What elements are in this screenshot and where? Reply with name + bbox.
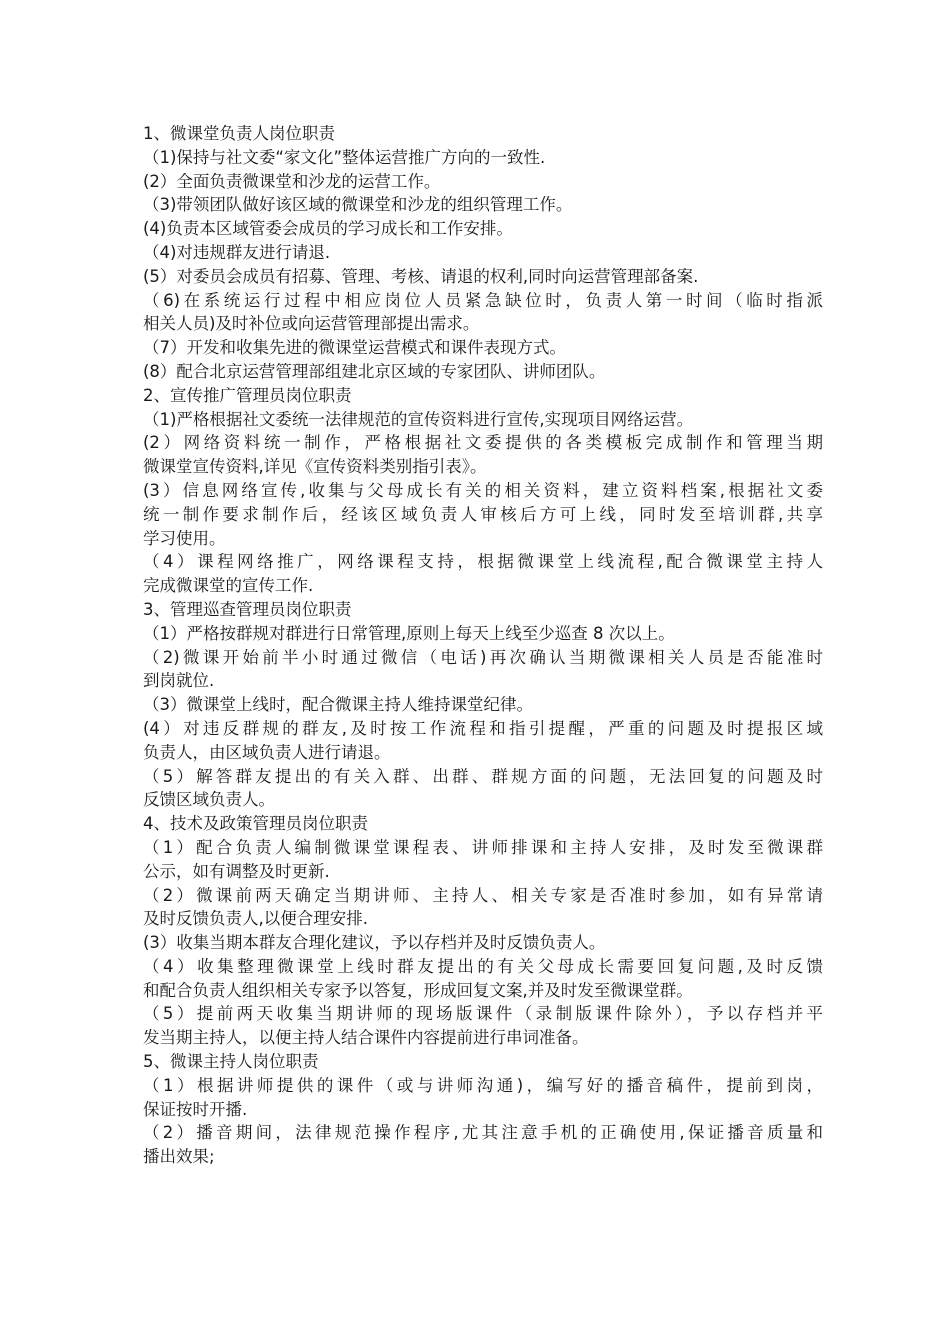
text-line: 及时反馈负责人,以便合理安排. xyxy=(143,909,368,929)
text-line: （1）严格按群规对群进行日常管理,原则上每天上线至少巡查 8 次以上。 xyxy=(143,623,675,643)
text-line: 相关人员)及时补位或向运营管理部提出需求。 xyxy=(143,314,480,334)
text-line: （4)对违规群友进行请退. xyxy=(143,242,331,262)
section-heading-3: 3、管理巡查管理员岗位职责 xyxy=(143,599,352,619)
text-line: 反馈区域负责人。 xyxy=(143,790,275,810)
section-heading-2: 2、宣传推广管理员岗位职责 xyxy=(143,385,352,405)
text-line: （3)带领团队做好该区域的微课堂和沙龙的组织管理工作。 xyxy=(143,195,573,215)
document-body xyxy=(143,122,823,1169)
section-heading-4: 4、技术及政策管理员岗位职责 xyxy=(143,814,368,834)
text-line: （1）配合负责人编制微课堂课程表、讲师排课和主持人安排，及时发至微课群 xyxy=(143,837,823,857)
text-line: (8）配合北京运营管理部组建北京区域的专家团队、讲师团队。 xyxy=(143,361,606,381)
text-line: (5）对委员会成员有招募、管理、考核、请退的权利,同时向运营管理部备案. xyxy=(143,266,699,286)
text-line: （4）课程网络推广，网络课程支持，根据微课堂上线流程,配合微课堂主持人 xyxy=(143,552,823,572)
text-line: （3）微课堂上线时，配合微课主持人维持课堂纪律。 xyxy=(143,695,533,715)
text-line: (4）对违反群规的群友,及时按工作流程和指引提醒，严重的问题及时提报区域 xyxy=(143,718,823,738)
text-line: （4）收集整理微课堂上线时群友提出的有关父母成长需要回复问题,及时反馈 xyxy=(143,956,823,976)
text-line: (4)负责本区域管委会成员的学习成长和工作安排。 xyxy=(143,219,513,239)
text-line: （6)在系统运行过程中相应岗位人员紧急缺位时，负责人第一时间（临时指派 xyxy=(143,290,823,310)
text-line: 和配合负责人组织相关专家予以答复，形成回复文案,并及时发至微课堂群。 xyxy=(143,980,693,1000)
section-heading-1: 1、微课堂负责人岗位职责 xyxy=(143,124,335,143)
text-line: (2）网络资料统一制作，严格根据社文委提供的各类模板完成制作和管理当期 xyxy=(143,433,823,453)
text-line: （5）提前两天收集当期讲师的现场版课件（录制版课件除外），予以存档并平 xyxy=(143,1004,823,1024)
text-line: 负责人，由区域负责人进行请退。 xyxy=(143,742,391,762)
text-line: （1)严格根据社文委统一法律规范的宣传资料进行宣传,实现项目网络运营。 xyxy=(143,409,694,429)
text-line: (2）全面负责微课堂和沙龙的运营工作。 xyxy=(143,171,441,191)
text-line: 到岗就位. xyxy=(143,671,215,691)
text-line: 发当期主持人，以便主持人结合课件内容提前进行串词准备。 xyxy=(143,1028,589,1048)
text-line: (3）信息网络宣传,收集与父母成长有关的相关资料，建立资料档案,根据社文委 xyxy=(143,480,823,500)
text-line: 统一制作要求制作后，经该区域负责人审核后方可上线，同时发至培训群,共享 xyxy=(143,504,823,524)
text-line: （7）开发和收集先进的微课堂运营模式和课件表现方式。 xyxy=(143,338,566,358)
text-line: 播出效果; xyxy=(143,1147,215,1167)
text-line: 保证按时开播. xyxy=(143,1099,248,1119)
text-line: （1）根据讲师提供的课件（或与讲师沟通)，编写好的播音稿件，提前到岗， xyxy=(143,1075,823,1095)
text-line: 完成微课堂的宣传工作. xyxy=(143,576,314,596)
text-line: 公示，如有调整及时更新. xyxy=(143,861,330,881)
text-line: 微课堂宣传资料,详见《宣传资料类别指引表》。 xyxy=(143,457,487,477)
text-line: (3）收集当期本群友合理化建议，予以存档并及时反馈负责人。 xyxy=(143,933,606,953)
section-heading-5: 5、微课主持人岗位职责 xyxy=(143,1052,319,1072)
text-line: 学习使用。 xyxy=(143,528,226,548)
text-line: （5）解答群友提出的有关入群、出群、群规方面的问题，无法回复的问题及时 xyxy=(143,766,823,786)
text-line: （2）播音期间，法律规范操作程序,尤其注意手机的正确使用,保证播音质量和 xyxy=(143,1123,823,1143)
text-line: （2)微课开始前半小时通过微信（电话)再次确认当期微课相关人员是否能准时 xyxy=(143,647,823,667)
text-line: （2）微课前两天确定当期讲师、主持人、相关专家是否准时参加，如有异常请 xyxy=(143,885,823,905)
text-line: （1)保持与社文委“家文化”整体运营推广方向的一致性. xyxy=(143,147,546,167)
